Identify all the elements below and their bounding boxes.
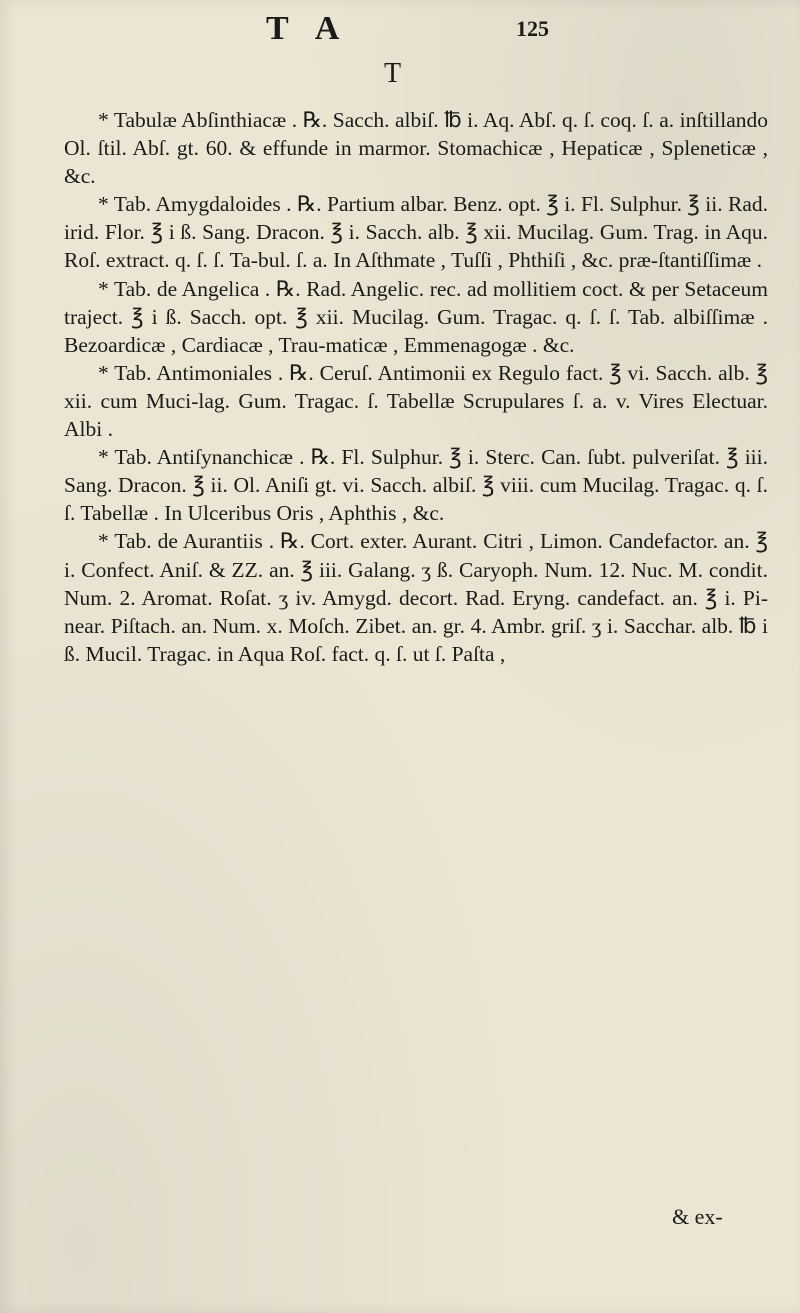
running-head-letters: T A [266, 10, 350, 47]
page-number: 125 [516, 16, 549, 41]
catchword: & ex- [672, 1204, 723, 1229]
entry-tab-aurantiis: * Tab. de Aurantiis . ℞. Cort. exter. Aurant. Citri , Limon. Candefactor. an. ℥ i. Confect. Aniſ. & ZZ. an. ℥ iii. Galang. ʒ ß. Caryoph. Num. 12. Nuc. M. condit. Num. 2. Aromat. Roſat. ʒ iv. Amygd. decort. Rad. Eryng. candefact. an. ℥ i. Pi-near. Piſtach. an. Num. x. Moſch. Zibet. an. gr. 4. Ambr. griſ. ʒ i. Sacchar. alb. ℔ i ß. Mucil. Tragac. in Aqua Roſ. fact. q. ſ. ut ſ. Paſta , [64, 529, 768, 666]
running-head [0, 10, 800, 50]
section-letter: T [384, 58, 402, 89]
entry-tab-angelica: * Tab. de Angelica . ℞. Rad. Angelic. rec. ad mollitiem coct. & per Setaceum traject. ℥ i ß. Sacch. opt. ℥ xii. Mucilag. Gum. Tragac. q. ſ. ſ. Tab. albiſſimæ . Bezoardicæ , Cardiacæ , Trau-maticæ , Emmenagogæ . &c. [64, 276, 768, 357]
entry-tab-antimoniales: * Tab. Antimoniales . ℞. Ceruſ. Antimonii ex Regulo fact. ℥ vi. Sacch. alb. ℥ xii. cum Muci-lag. Gum. Tragac. ſ. Tabellæ Scrupulares ſ. a. v. Vires Electuar. Albi . [64, 360, 768, 442]
entry-tabulae-absinthiacae: * Tabulæ Abſinthiacæ . ℞. Sacch. albiſ. ℔ i. Aq. Abſ. q. ſ. coq. ſ. a. inſtillando Ol. ſtil. Abſ. gt. 60. & effunde in marmor. Stomachicæ , Hepaticæ , Spleneticæ , &c. [64, 108, 768, 189]
entry-tab-amygdaloides: * Tab. Amygdaloides . ℞. Partium albar. Benz. opt. ℥ i. Fl. Sulphur. ℥ ii. Rad. irid. Flor. ℥ i ß. Sang. Dracon. ℥ i. Sacch. alb. ℥ xii. Mucilag. Gum. Trag. in Aqu. Roſ. extract. q. ſ. ſ. Ta-bul. ſ. a. In Aſthmate , Tuſſi , Phthiſi , &c. præ-ſtantiſſimæ . [64, 192, 768, 273]
body-text [64, 106, 768, 668]
entry-tab-antisynanchicae: * Tab. Antiſynanchicæ . ℞. Fl. Sulphur. ℥ i. Sterc. Can. ſubt. pulveriſat. ℥ iii. Sang. Dracon. ℥ ii. Ol. Aniſi gt. vi. Sacch. albiſ. ℥ viii. cum Mucilag. Tragac. q. ſ. ſ. Tabellæ . In Ulceribus Oris , Aphthis , &c. [64, 445, 768, 526]
